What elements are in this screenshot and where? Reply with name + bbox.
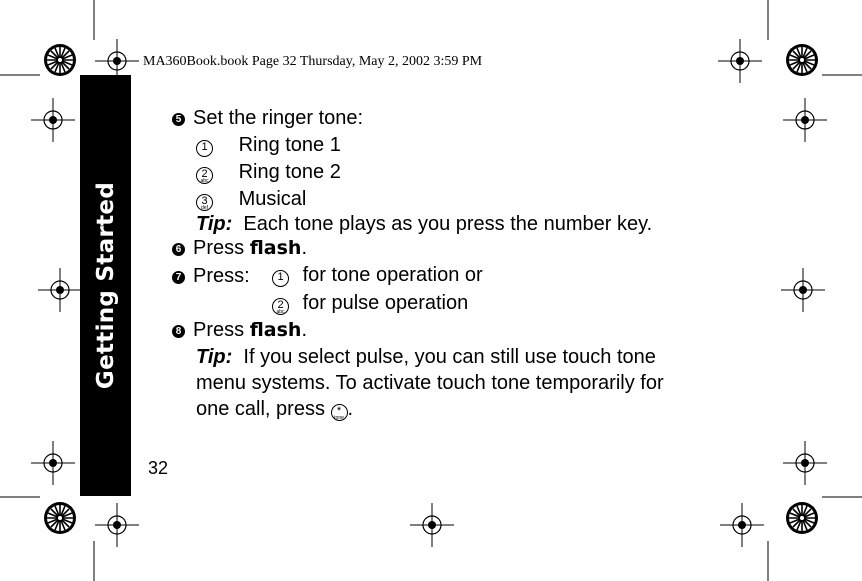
option-label: Musical xyxy=(238,188,307,210)
tip-step-5 xyxy=(196,212,652,236)
step-number: 5 xyxy=(172,113,185,126)
chapter-sidebar xyxy=(80,75,131,496)
print-header: MA360Book.book Page 32 Thursday, May 2, 2002 3:59 PM xyxy=(143,54,483,69)
step-text: Set the ringer tone: xyxy=(193,107,364,129)
step-6: 6 Press flash. xyxy=(172,236,307,260)
tip-text: Each tone plays as you press the number key. xyxy=(243,213,653,235)
registration-star-top-right xyxy=(786,44,818,76)
key-2-icon: 2 abc xyxy=(196,167,213,184)
step-number: 6 xyxy=(172,243,185,256)
flash-key-label: flash xyxy=(249,319,302,341)
tip-label: Tip: xyxy=(196,346,233,368)
key-3-icon: 3 def xyxy=(196,194,213,211)
option-pulse: 2 abc for pulse operation xyxy=(272,291,468,315)
tip-label: Tip: xyxy=(196,213,233,235)
option-ring-tone-1 xyxy=(196,133,341,157)
tip-step-8-line-2: menu systems. To activate touch tone temporarily for xyxy=(196,372,664,394)
key-1-icon: 1 xyxy=(196,140,213,157)
step-7: 7 Press: xyxy=(172,264,250,288)
page-number: 32 xyxy=(148,458,169,478)
option-tone: 1 for tone operation or xyxy=(272,263,483,287)
option-label: Ring tone 2 xyxy=(238,161,341,183)
registration-star-bottom-left xyxy=(44,502,76,534)
key-2-icon: 2 abc xyxy=(272,298,289,315)
option-label: Ring tone 1 xyxy=(238,134,341,156)
registration-star-top-left xyxy=(44,44,76,76)
registration-star-bottom-right xyxy=(786,502,818,534)
tip-step-8-line-3: one call, press * tone . xyxy=(196,398,354,421)
tip-step-8-line-1: Tip: If you select pulse, you can still use touch tone xyxy=(196,346,656,368)
option-musical xyxy=(196,187,306,211)
flash-key-label: flash xyxy=(249,237,302,259)
step-8: 8 Press flash. xyxy=(172,318,307,342)
star-tone-key-icon: * tone xyxy=(331,404,348,421)
step-number: 7 xyxy=(172,271,185,284)
step-number: 8 xyxy=(172,325,185,338)
key-1-icon: 1 xyxy=(272,270,289,287)
option-ring-tone-2 xyxy=(196,160,341,184)
step-5 xyxy=(172,106,363,130)
chapter-title: Getting Started xyxy=(92,181,119,390)
